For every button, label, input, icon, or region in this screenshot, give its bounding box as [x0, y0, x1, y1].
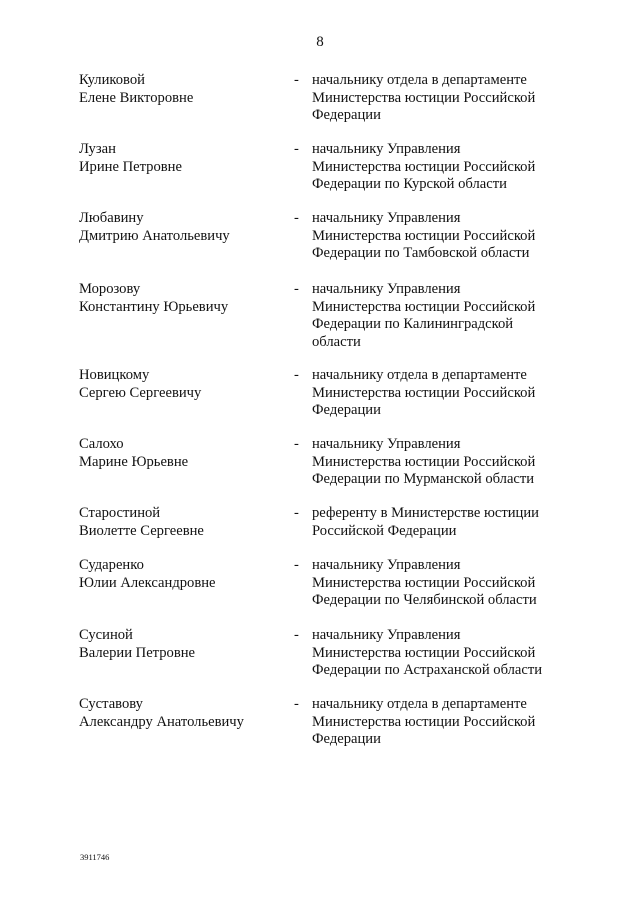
- person-surname: Любавину: [79, 210, 144, 226]
- position-text: [312, 557, 612, 610]
- person-given-names: Сергею Сергеевичу: [79, 384, 202, 401]
- person-given-names: Марине Юрьевне: [79, 453, 189, 470]
- position-line: Федерации по Челябинской области: [312, 592, 537, 608]
- position-line: начальнику Управления: [312, 210, 461, 226]
- separator-dash: -: [294, 505, 299, 521]
- person-surname: Суставову: [79, 696, 143, 712]
- position-text: [312, 210, 612, 263]
- position-text: [312, 281, 612, 351]
- position-line: Федерации по Курской области: [312, 176, 507, 192]
- position-line: начальнику Управления: [312, 141, 461, 157]
- separator-dash: -: [294, 557, 299, 573]
- position-line: Федерации по Астраханской области: [312, 662, 543, 678]
- person-name: [79, 210, 279, 245]
- person-given-names: Елене Викторовне: [79, 89, 194, 106]
- person-given-names: Виолетте Сергеевне: [79, 522, 204, 539]
- person-surname: Сударенко: [79, 557, 144, 573]
- person-name: [79, 141, 279, 176]
- position-line: Министерства юстиции Российской: [312, 713, 536, 730]
- person-surname: Сусиной: [79, 627, 133, 643]
- position-text: [312, 696, 612, 749]
- separator-dash: -: [294, 367, 299, 383]
- person-name: [79, 696, 279, 731]
- position-line: Министерства юстиции Российской: [312, 644, 536, 661]
- document-code: 3911746: [80, 852, 110, 862]
- page-number: 8: [316, 34, 324, 50]
- position-line: Федерации по Тамбовской области: [312, 245, 530, 261]
- person-name: [79, 72, 279, 107]
- position-line: Федерации: [312, 731, 381, 747]
- position-line: Министерства юстиции Российской: [312, 158, 536, 175]
- person-surname: Лузан: [79, 141, 116, 157]
- position-line: Федерации по Мурманской области: [312, 471, 535, 487]
- position-text: [312, 367, 612, 420]
- position-line: Федерации: [312, 107, 381, 123]
- person-given-names: Александру Анатольевичу: [79, 713, 244, 730]
- person-given-names: Константину Юрьевичу: [79, 298, 229, 315]
- separator-dash: -: [294, 627, 299, 643]
- position-line: Министерства юстиции Российской: [312, 453, 536, 470]
- person-surname: Морозову: [79, 281, 141, 297]
- separator-dash: -: [294, 210, 299, 226]
- separator-dash: -: [294, 696, 299, 712]
- position-text: [312, 436, 612, 489]
- person-surname: Старостиной: [79, 505, 161, 521]
- person-surname: Новицкому: [79, 367, 150, 383]
- position-line: Министерства юстиции Российской: [312, 574, 536, 591]
- position-line: начальнику Управления: [312, 281, 461, 297]
- position-text: [312, 141, 612, 194]
- person-name: [79, 436, 279, 471]
- position-line: начальнику Управления: [312, 627, 461, 643]
- separator-dash: -: [294, 436, 299, 452]
- person-given-names: Ирине Петровне: [79, 158, 182, 175]
- position-line: референту в Министерстве юстиции: [312, 505, 539, 521]
- person-name: [79, 505, 279, 540]
- position-line: Министерства юстиции Российской: [312, 384, 536, 401]
- position-text: [312, 627, 612, 680]
- position-text: [312, 505, 612, 540]
- position-line: начальнику отдела в департаменте: [312, 72, 527, 88]
- separator-dash: -: [294, 141, 299, 157]
- person-name: [79, 627, 279, 662]
- position-line: начальнику отдела в департаменте: [312, 367, 527, 383]
- position-text: [312, 72, 612, 125]
- position-line: Министерства юстиции Российской: [312, 227, 536, 244]
- person-given-names: Валерии Петровне: [79, 644, 196, 661]
- position-line: Министерства юстиции Российской: [312, 89, 536, 106]
- position-line: Федерации: [312, 402, 381, 418]
- separator-dash: -: [294, 72, 299, 88]
- separator-dash: -: [294, 281, 299, 297]
- person-surname: Салохо: [79, 436, 124, 452]
- person-name: [79, 557, 279, 592]
- position-line: области: [312, 333, 361, 350]
- position-line: Федерации по Калининградской: [312, 316, 514, 332]
- position-line: начальнику отдела в департаменте: [312, 696, 527, 712]
- person-name: [79, 367, 279, 402]
- position-line: Министерства юстиции Российской: [312, 298, 536, 315]
- position-line: начальнику Управления: [312, 557, 461, 573]
- position-line: Российской Федерации: [312, 522, 457, 539]
- position-line: начальнику Управления: [312, 436, 461, 452]
- person-name: [79, 281, 279, 316]
- person-surname: Куликовой: [79, 72, 145, 88]
- person-given-names: Юлии Александровне: [79, 574, 216, 591]
- person-given-names: Дмитрию Анатольевичу: [79, 227, 230, 244]
